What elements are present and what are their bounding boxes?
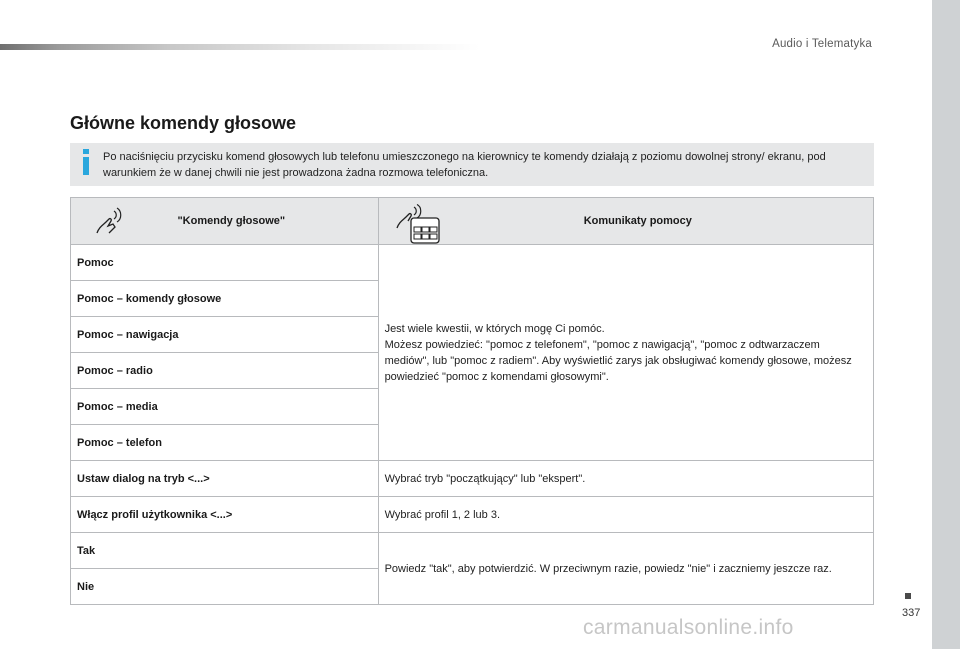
info-text: Po naciśnięciu przycisku komend głosowych lub telefonu umieszczonego na kierownicy te komendy działają z poziomu dowolnej strony/ ekranu, pod warunkiem że w danej chwili nie jest prowadzona żadna rozmowa telefoniczna. <box>103 151 826 179</box>
voice-commands-table <box>70 197 874 605</box>
command-cell: Tak <box>71 533 379 569</box>
command-cell: Pomoc – radio <box>71 353 379 389</box>
page-marker <box>905 593 911 599</box>
message-cell: Wybrać tryb "początkujący" lub "ekspert". <box>378 461 873 497</box>
page-number: 337 <box>902 607 921 619</box>
confirm-group-message: Powiedz "tak", aby potwierdzić. W przeciwnym razie, powiedz "nie" i zaczniemy jeszcze raz. <box>378 533 873 605</box>
column-header-messages <box>378 198 873 245</box>
table-row <box>71 461 874 497</box>
column-header-commands-label: "Komendy głosowe" <box>177 215 286 227</box>
page-title: Główne komendy głosowe <box>70 113 297 133</box>
command-cell: Pomoc – telefon <box>71 425 379 461</box>
message-cell: Wybrać profil 1, 2 lub 3. <box>378 497 873 533</box>
command-cell: Nie <box>71 569 379 605</box>
command-cell: Pomoc – nawigacja <box>71 317 379 353</box>
table-row <box>71 533 874 569</box>
command-cell: Pomoc – komendy głosowe <box>71 281 379 317</box>
section-title: Audio i Telematyka <box>772 38 872 50</box>
command-cell: Pomoc <box>71 245 379 281</box>
table-row <box>71 497 874 533</box>
table-row <box>71 245 874 281</box>
command-cell: Włącz profil użytkownika <...> <box>71 497 379 533</box>
side-strip <box>932 0 960 649</box>
column-header-messages-label: Komunikaty pomocy <box>583 215 692 227</box>
command-cell: Pomoc – media <box>71 389 379 425</box>
info-box <box>70 143 874 186</box>
info-icon <box>82 149 90 175</box>
help-group-message-text: Jest wiele kwestii, w których mogę Ci pomóc. Możesz powiedzieć: "pomoc z telefonem", "pomoc z nawigacją", "pomoc z odtwarzaczem mediów", lub "pomoc z radiem". Aby wyświetlić zarys jak obsługiwać komendy głosowe, możesz powiedzieć "pomoc z komendami głosowymi". <box>384 322 852 383</box>
column-header-commands <box>71 198 379 245</box>
command-cell: Ustaw dialog na tryb <...> <box>71 461 379 497</box>
watermark: carmanualsonline.info <box>583 616 794 639</box>
header-gradient-bar <box>0 44 480 50</box>
help-group-message <box>378 245 873 461</box>
